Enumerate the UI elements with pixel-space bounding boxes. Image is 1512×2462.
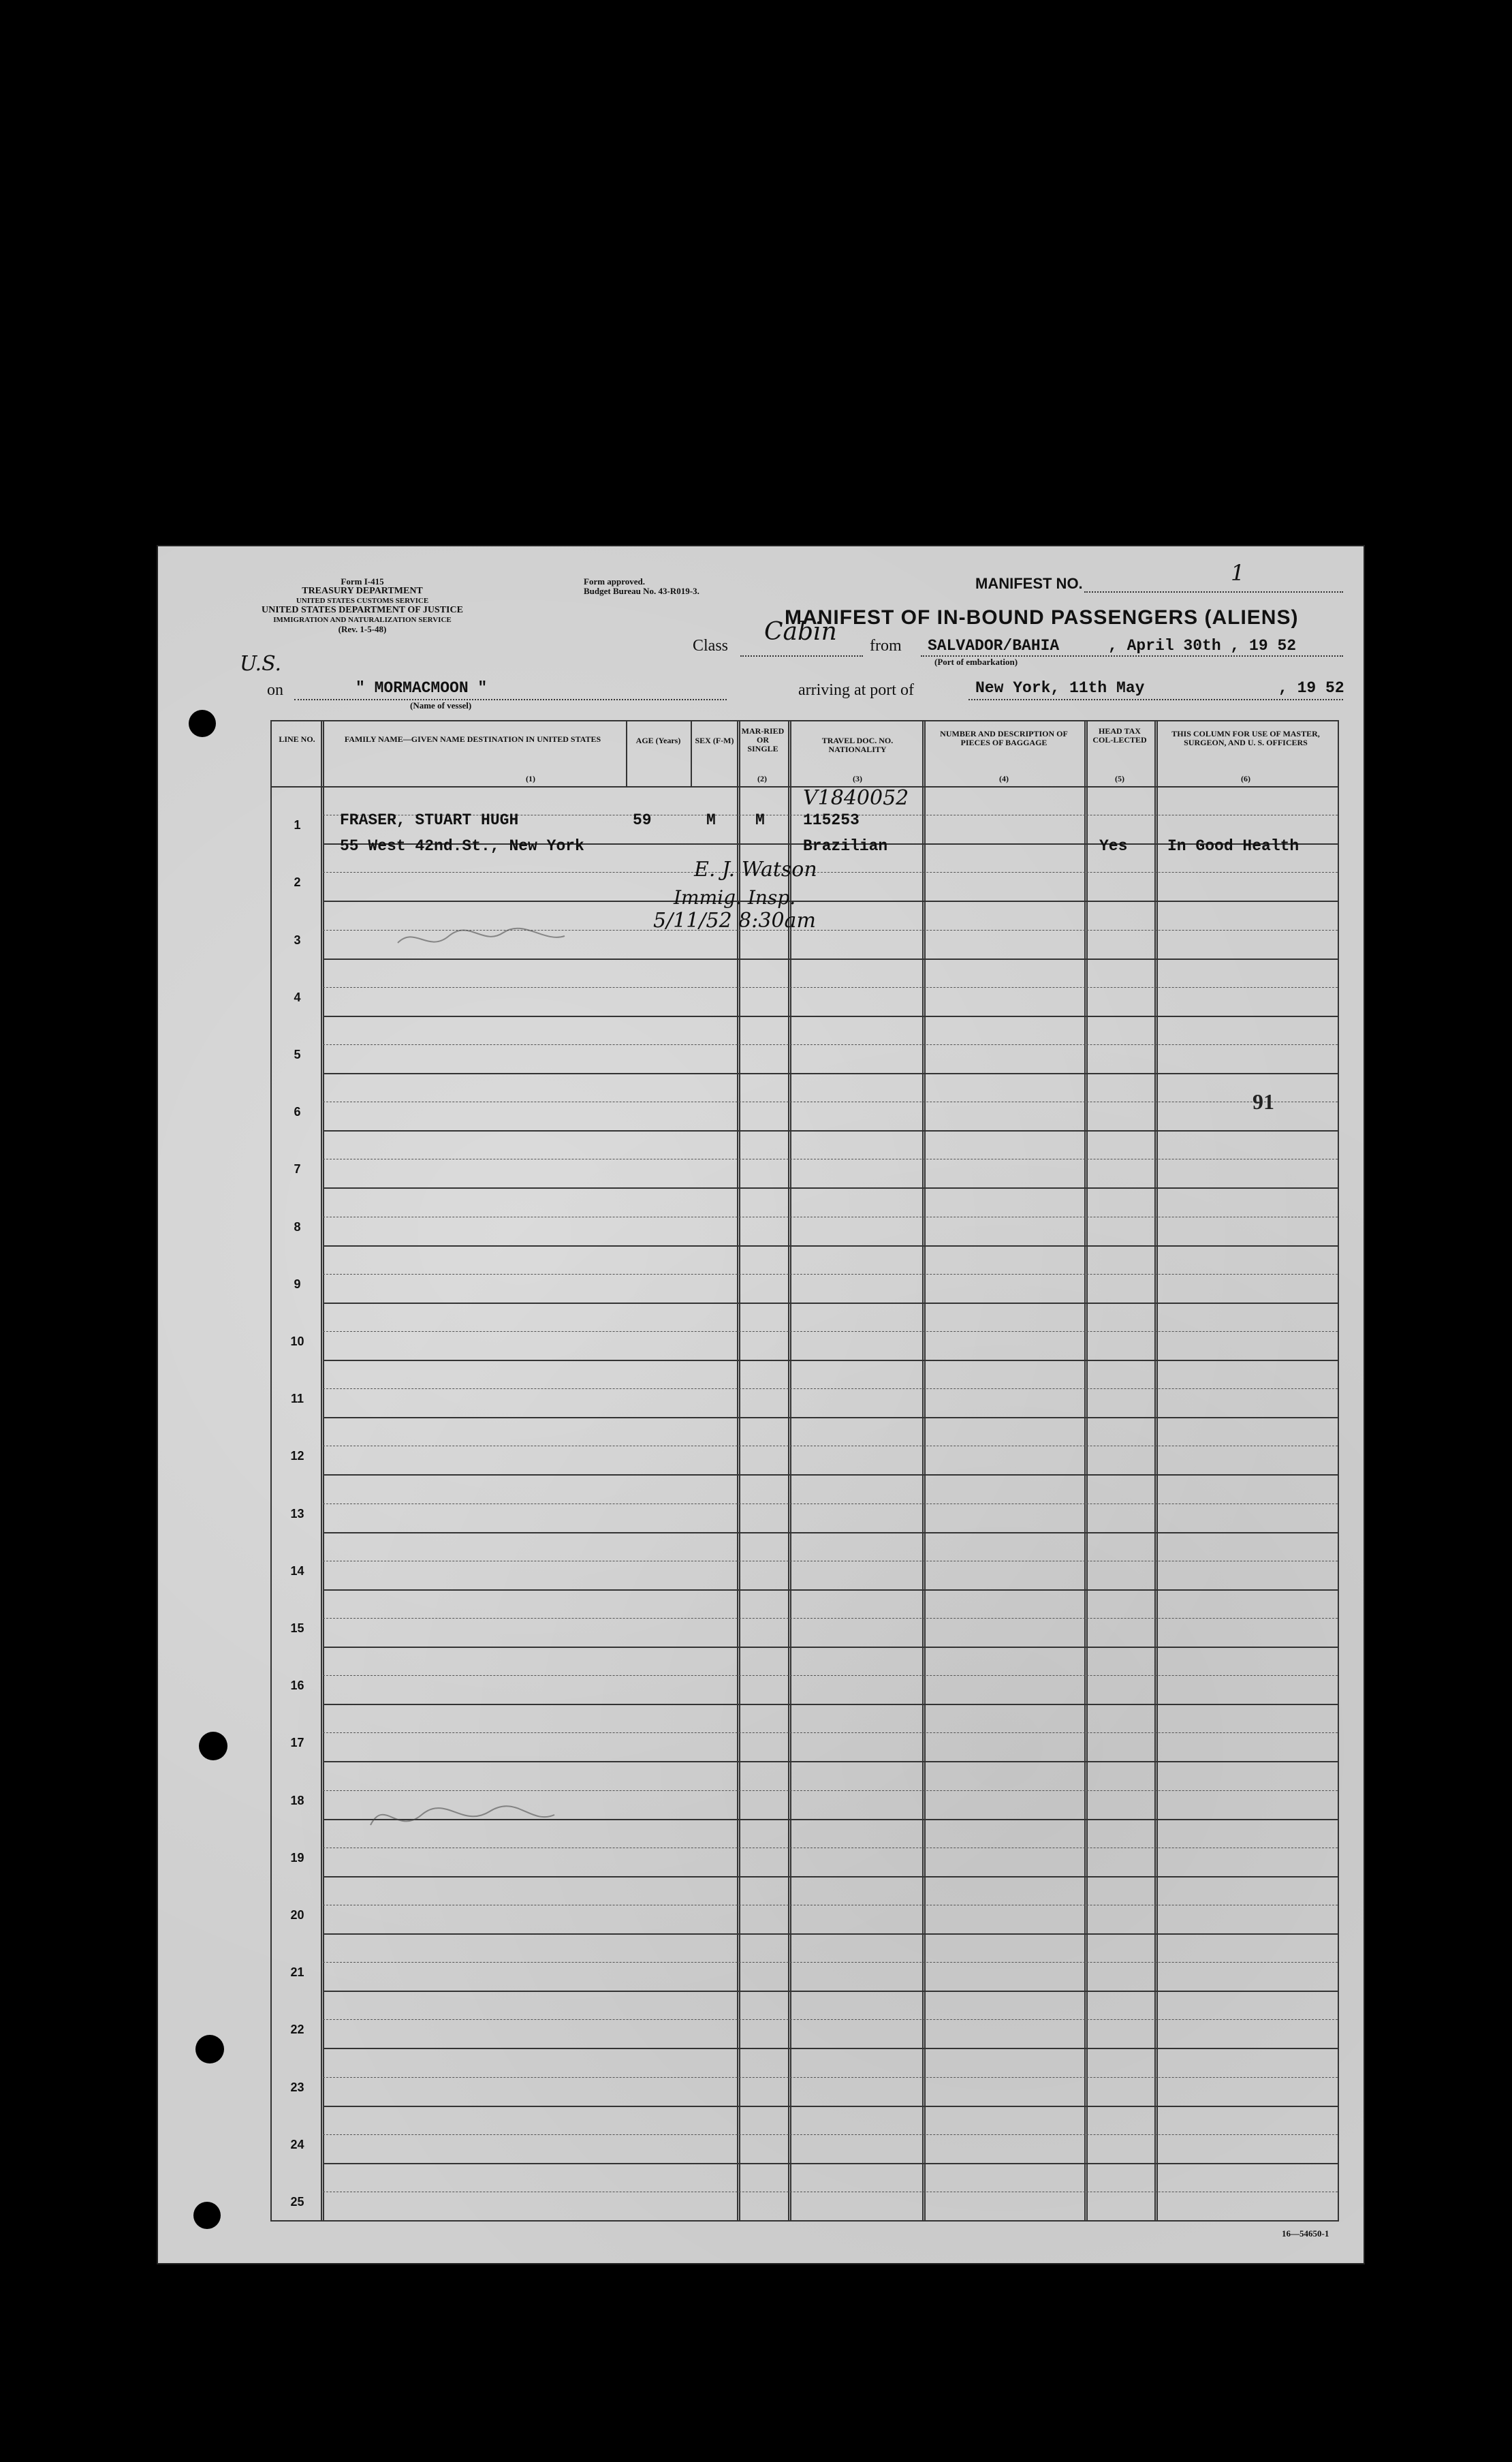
row-rule — [323, 1417, 1338, 1418]
row-dotted-line — [323, 1044, 1338, 1045]
col-divider — [1084, 721, 1088, 2220]
row-dotted-line — [323, 872, 1338, 873]
line-number: 9 — [294, 1277, 301, 1291]
line-number: 7 — [294, 1162, 301, 1177]
col-header-line-no: LINE NO. — [279, 734, 315, 744]
col-header-officers-num: (6) — [1241, 774, 1250, 783]
line-number: 23 — [290, 2080, 304, 2094]
row-rule — [323, 1876, 1338, 1877]
from-label: from — [870, 637, 902, 655]
col-divider — [737, 721, 740, 2220]
punch-hole — [189, 710, 216, 737]
col-header-officers: THIS COLUMN FOR USE OF MASTER, SURGEON, AND U. S. OFFICERS — [1171, 729, 1320, 747]
port-caption: (Port of embarkation) — [934, 657, 1018, 667]
line-number: 19 — [290, 1850, 304, 1865]
passenger-travel-doc: 115253 — [803, 811, 860, 829]
row-dotted-line — [323, 1331, 1338, 1332]
embark-date: , April 30th , 19 52 — [1108, 637, 1297, 655]
punch-hole — [199, 1732, 227, 1760]
row-rule — [323, 1130, 1338, 1132]
arrival-port-date: New York, 11th May — [975, 679, 1145, 697]
row-rule — [323, 2048, 1338, 2049]
row-dotted-line — [323, 1388, 1338, 1389]
col-header-travel-num: (3) — [853, 774, 862, 783]
justice-dept: UNITED STATES DEPARTMENT OF JUSTICE — [262, 605, 463, 615]
row-rule — [323, 2220, 1338, 2222]
form-approved-block — [584, 577, 699, 596]
inspector-signature: E. J. Watson — [694, 858, 817, 882]
row-rule — [323, 1187, 1338, 1189]
row-rule — [323, 1073, 1338, 1074]
row-dotted-line — [323, 1675, 1338, 1676]
row-rule — [323, 1991, 1338, 1992]
passenger-nationality: Brazilian — [803, 837, 888, 855]
col-header-headtax-num: (5) — [1115, 774, 1124, 783]
agency-block — [260, 577, 464, 634]
class-value: Cabin — [764, 618, 837, 646]
inspection-date: 5/11/52 8:30am — [653, 909, 816, 933]
line-number: 6 — [294, 1105, 301, 1119]
col-divider — [691, 721, 692, 786]
arrival-year: , 19 52 — [1278, 679, 1344, 697]
line-number: 17 — [290, 1736, 304, 1750]
col-header-baggage: NUMBER AND DESCRIPTION OF PIECES OF BAGGAGE — [940, 729, 1068, 747]
line-number: 22 — [290, 2023, 304, 2037]
arriving-line — [968, 699, 1343, 700]
on-label: on — [267, 681, 283, 699]
revision: (Rev. 1-5-48) — [338, 624, 387, 634]
passenger-name: FRASER, STUART HUGH — [340, 811, 519, 829]
footer-code: 16—54650-1 — [1282, 2228, 1329, 2239]
line-number: 18 — [290, 1793, 304, 1807]
col-header-travel: TRAVEL DOC. NO. NATIONALITY — [821, 736, 894, 754]
row-rule — [323, 1474, 1338, 1476]
line-number: 5 — [294, 1047, 301, 1061]
row-dotted-line — [323, 1618, 1338, 1619]
class-label: Class — [693, 637, 729, 655]
passenger-head-tax: Yes — [1099, 837, 1128, 855]
faint-signature — [394, 919, 571, 960]
row-dotted-line — [323, 1503, 1338, 1504]
col-header-married: MAR-RIED OR SINGLE — [741, 726, 785, 753]
row-dotted-line — [323, 1732, 1338, 1733]
row-dotted-line — [323, 987, 1338, 988]
vessel-name: " MORMACMOON " — [356, 679, 488, 697]
line-number: 21 — [290, 1965, 304, 1980]
stamp-number: 91 — [1253, 1089, 1274, 1114]
inspector-title: Immig. Insp. — [674, 886, 796, 909]
col-header-age: AGE (Years) — [635, 736, 681, 745]
line-number: 3 — [294, 933, 301, 947]
line-number: 15 — [290, 1621, 304, 1635]
row-dotted-line — [323, 2134, 1338, 2135]
punch-hole — [195, 2035, 224, 2063]
manifest-title: MANIFEST OF IN-BOUND PASSENGERS (ALIENS) — [785, 606, 1299, 629]
line-number: 1 — [294, 818, 301, 832]
line-number: 4 — [294, 990, 301, 1004]
punch-hole — [193, 2202, 221, 2229]
row-dotted-line — [323, 1274, 1338, 1275]
row-rule — [323, 1360, 1338, 1361]
row-dotted-line — [323, 1790, 1338, 1791]
row-dotted-line — [323, 2077, 1338, 2078]
line-number: 14 — [290, 1563, 304, 1578]
line-number: 25 — [290, 2194, 304, 2209]
vessel-line — [294, 699, 727, 700]
line-number: 13 — [290, 1506, 304, 1521]
row-rule — [323, 1532, 1338, 1533]
passenger-officer-note: In Good Health — [1167, 837, 1300, 855]
col-divider — [788, 721, 791, 2220]
passenger-married: M — [755, 811, 765, 829]
manifest-no-line — [1084, 591, 1343, 593]
arriving-label: arriving at port of — [798, 681, 914, 699]
row-rule — [323, 1704, 1338, 1705]
line-number: 20 — [290, 1907, 304, 1922]
row-dotted-line — [323, 1962, 1338, 1963]
col-divider — [626, 721, 627, 786]
form-approved: Form approved. — [584, 576, 646, 587]
col-divider — [922, 721, 926, 2220]
line-number: 2 — [294, 875, 301, 890]
budget-bureau: Budget Bureau No. 43-R019-3. — [584, 586, 699, 596]
manifest-page — [157, 545, 1365, 2264]
row-rule — [323, 1016, 1338, 1017]
row-rule — [323, 1589, 1338, 1591]
passenger-destination: 55 West 42nd.St., New York — [340, 837, 584, 855]
passenger-sex: M — [706, 811, 716, 829]
row-dotted-line — [323, 2019, 1338, 2020]
line-number: 11 — [290, 1392, 304, 1406]
col-header-baggage-num: (4) — [999, 774, 1009, 783]
form-number: Form I-415 — [341, 576, 384, 587]
manifest-no-label: MANIFEST NO. — [975, 575, 1083, 592]
treasury-dept: TREASURY DEPARTMENT — [302, 586, 423, 596]
col-header-name: FAMILY NAME—GIVEN NAME DESTINATION IN UNITED STATES — [344, 734, 601, 744]
port-of-embarkation: SALVADOR/BAHIA — [928, 637, 1060, 655]
line-number: 16 — [290, 1679, 304, 1693]
class-line — [740, 655, 863, 657]
line-number: 12 — [290, 1449, 304, 1463]
line-number: 8 — [294, 1219, 301, 1234]
customs-service: UNITED STATES CUSTOMS SERVICE — [296, 597, 429, 605]
row-rule — [323, 1933, 1338, 1935]
passenger-travel-doc-handwritten: V1840052 — [803, 786, 909, 810]
col-divider — [1154, 721, 1158, 2220]
row-rule — [323, 1761, 1338, 1762]
col-header-married-num: (2) — [757, 774, 767, 783]
line-number: 24 — [290, 2137, 304, 2151]
row-rule — [323, 1647, 1338, 1648]
row-rule — [323, 901, 1338, 902]
passenger-age: 59 — [633, 811, 652, 829]
passenger-table — [270, 720, 1339, 2222]
vessel-caption: (Name of vessel) — [410, 700, 472, 711]
us-mark: U.S. — [240, 652, 282, 676]
manifest-no-value: 1 — [1231, 560, 1245, 586]
line-number: 10 — [290, 1334, 304, 1348]
col-header-sex: SEX (F-M) — [695, 736, 734, 745]
row-rule — [323, 2106, 1338, 2107]
row-rule — [323, 1303, 1338, 1304]
ins-service: IMMIGRATION AND NATURALIZATION SERVICE — [273, 616, 452, 624]
row-rule — [323, 1245, 1338, 1247]
col-header-headtax: HEAD TAX COL-LECTED — [1092, 726, 1147, 745]
row-rule — [323, 2163, 1338, 2164]
faint-signature — [367, 1794, 558, 1842]
col-header-name-num: (1) — [526, 774, 535, 783]
